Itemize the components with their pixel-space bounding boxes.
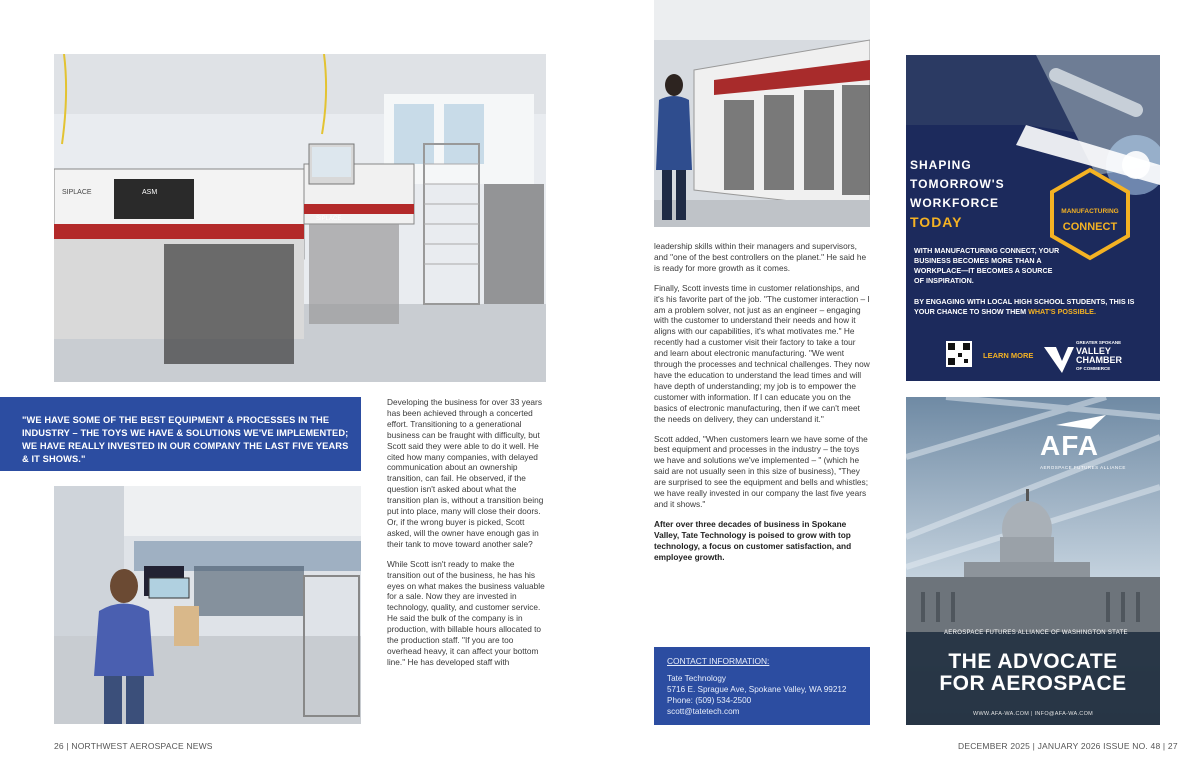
chamber-logo-text [1076, 339, 1122, 373]
paragraph: leadership skills within their managers and supervisors, and "one of the best controllers on the planet." He said he is ready for more growth as it comes. [654, 241, 867, 273]
afa-website[interactable]: WWW.AFA-WA.COM | INFO@AFA-WA.COM [972, 711, 1094, 717]
contact-title: CONTACT INFORMATION: [667, 656, 770, 666]
body-text: BY ENGAGING WITH LOCAL HIGH SCHOOL STUDENTS, THIS IS YOUR CHANCE TO SHOW THEM [914, 297, 1135, 316]
headline-line: TOMORROW'S [910, 177, 1005, 191]
afa-logo: AFA [1040, 430, 1099, 461]
paragraph: Finally, Scott invests time in customer relationships, and it's his favorite part of the job. "The customer interaction – I am a problem solver, not just as an engineer – engaging with the customer to understand their needs and how it aligns with our capabilities, it's what motivates me." He recently had a customer visit their factory to take a tour and learn about electronic manufacturing. "We went through the processes and technical challenges. They now have the education to understand the lead times and will have depth of understanding; my job is to empower the customer with information. If I can educate you on the basics of electronic manufacturing, then if we can't meet the needs on delivery, they can understand it." [654, 282, 870, 424]
pull-quote-box [0, 397, 361, 471]
chamber-line: CHAMBER [1076, 355, 1122, 365]
closing-paragraph: After over three decades of business in Spokane Valley, Tate Technology is poised to grow with top technology, a focus on customer satisfaction, and employee growth. [654, 518, 852, 562]
paragraph: Developing the business for over 33 years has been achieved through a concerted effort. Transitioning to a generational business can be fraught with difficulty, but Scott said they were able to do it well. He cited how many companies, with delayed communication about an ownership transition, can fail. He observed, if the question isn't asked about what the transition plan is, without a transition being put into place, many will close their doors. Or, if the wrong buyer is picked, Scott asked, will the owner have enough gas in their tank to move toward another sale? [387, 397, 544, 549]
mc-logo-top: MANUFACTURING [1061, 208, 1119, 215]
afa-logo-sub: AEROSPACE FUTURES ALLIANCE [1040, 465, 1126, 470]
headline-today: TODAY [910, 214, 963, 230]
contact-email[interactable]: scott@tatetech.com [667, 707, 740, 716]
body-highlight: WHAT'S POSSIBLE. [1028, 307, 1096, 316]
paragraph: While Scott isn't ready to make the transition out of the business, he has his eyes on what makes the business valuable for a sale. Now they are invested in technology, quality, and customer service. He said the bulk of the company is in production, with billable hours allocated to the production staff. "If you are too overhead heavy, it can affect your bottom line." He has developed staff with [387, 558, 545, 667]
mc-logo-bottom: CONNECT [1062, 221, 1118, 233]
footer-right: DECEMBER 2025 | JANUARY 2026 ISSUE NO. 48 | 27 [958, 741, 1178, 751]
footer-left: 26 | NORTHWEST AEROSPACE NEWS [54, 741, 213, 751]
advocate-line: THE ADVOCATE [948, 650, 1118, 673]
ad1-body-1: WITH MANUFACTURING CONNECT, YOUR BUSINESS BECOMES MORE THAN A WORKPLACE—IT BECOMES A SOURCE OF INSPIRATION. [914, 246, 1060, 285]
headline-line: SHAPING [910, 158, 972, 172]
chamber-line: OF COMMERCE [1076, 366, 1111, 371]
learn-more-link[interactable]: LEARN MORE [983, 351, 1034, 360]
article-column-2 [654, 241, 871, 571]
factory-floor-photo [54, 54, 546, 382]
advocate-headline [906, 651, 1160, 695]
paragraph: Scott added, "When customers learn we have some of the best equipment and processes in the industry – the toys we have and solutions we've implemented – " (which he said are not usually seen in this size of business), "They are surprised to see the equipment and bells and whistles; we have really invested in our company the last five years and it shows." [654, 433, 869, 509]
afa-ad[interactable] [906, 397, 1160, 725]
manufacturing-connect-ad[interactable] [906, 55, 1160, 381]
ad1-headline [910, 156, 1005, 232]
ad1-body-2 [914, 297, 1144, 317]
machine-label-siplace-1: SIPLACE [62, 189, 92, 196]
advocate-line: FOR AEROSPACE [939, 672, 1127, 695]
machine-label-siplace-2: SIPLACE [316, 216, 342, 222]
worker-station-photo [54, 486, 361, 724]
chamber-line: GREATER SPOKANE [1076, 340, 1122, 345]
article-column-1 [387, 397, 548, 677]
contact-info-box [654, 647, 870, 725]
contact-phone: Phone: (509) 534-2500 [667, 696, 752, 705]
chamber-line: VALLEY [1076, 346, 1111, 356]
headline-line: WORKFORCE [910, 196, 999, 210]
machine-label-asm: ASM [142, 189, 158, 196]
pull-quote-text: "WE HAVE SOME OF THE BEST EQUIPMENT & PROCESSES IN THE INDUSTRY – THE TOYS WE HAVE & SOLUTIONS WE'VE IMPLEMENTED; WE HAVE REALLY INVESTED IN OUR COMPANY THE LAST FIVE YEARS & IT SHOWS." [22, 415, 349, 464]
afa-state-line: AEROSPACE FUTURES ALLIANCE OF WASHINGTON STATE [944, 630, 1128, 636]
production-line-photo [654, 0, 870, 227]
contact-address: 5716 E. Sprague Ave, Spokane Valley, WA 99212 [667, 685, 847, 694]
contact-company: Tate Technology [667, 674, 727, 683]
